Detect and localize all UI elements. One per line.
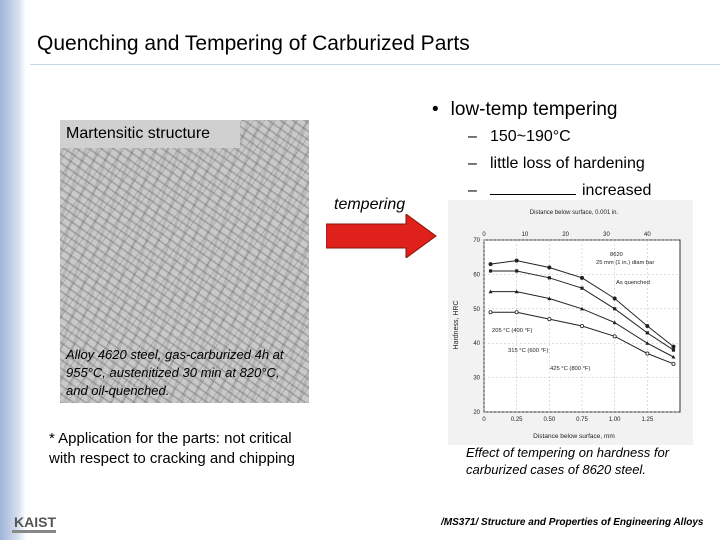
data-point <box>548 318 551 321</box>
data-point <box>515 311 518 314</box>
data-point <box>580 287 583 290</box>
data-point <box>548 276 551 279</box>
caption-line: Alloy 4620 steel, gas-carburized 4h at <box>66 347 284 362</box>
tempering-label: tempering <box>334 196 406 213</box>
series-label: As quenched <box>616 280 650 286</box>
top-tick-label: 0 <box>482 232 486 238</box>
caption-line: and oil-quenched. <box>66 383 170 398</box>
title-divider <box>30 64 720 65</box>
slide-title: Quenching and Tempering of Carburized Parts <box>37 32 470 55</box>
data-point <box>489 269 492 272</box>
data-point <box>672 345 675 348</box>
logo-underline <box>12 530 56 533</box>
y-tick-label: 50 <box>473 306 480 313</box>
data-point <box>489 311 492 314</box>
top-tick-label: 10 <box>521 232 529 238</box>
dash-icon: – <box>468 155 477 172</box>
bullet-dot-icon: • <box>432 99 439 120</box>
y-tick-label: 20 <box>473 410 480 416</box>
hardness-chart <box>448 200 693 445</box>
sub-bullet-text: 150~190°C <box>490 128 571 145</box>
dash-icon: – <box>468 182 477 199</box>
sub-bullet-text: increased <box>582 182 652 199</box>
bullet-main <box>432 99 618 121</box>
caption-line: 955°C, austenitized 30 min at 820°C, <box>66 365 280 380</box>
x-tick-label: 1.25 <box>641 417 654 423</box>
chart-annotation: 8620 <box>610 252 623 258</box>
kaist-logo: KAIST <box>14 514 56 530</box>
x-tick-label: 0.25 <box>510 417 523 423</box>
note-line: * Application for the parts: not critical <box>49 430 292 447</box>
series-label: 315 °C (600 °F) <box>508 348 549 354</box>
x-tick-label: 0.50 <box>543 417 556 423</box>
slide-side-band <box>0 0 26 540</box>
y-tick-label: 30 <box>473 375 480 382</box>
right-arrow-icon <box>326 214 438 258</box>
chart-annotation: 25 mm (1 in.) diam bar <box>596 260 655 266</box>
footer-course: /MS371/ Structure and Properties of Engineering Alloys <box>441 517 704 528</box>
data-point <box>515 269 518 272</box>
caption-line: Effect of tempering on hardness for <box>466 445 670 460</box>
data-point <box>613 297 616 300</box>
sub-bullet-1 <box>468 128 571 146</box>
data-point <box>613 307 616 310</box>
data-point <box>646 331 649 334</box>
data-point <box>580 276 583 279</box>
series-label: 425 °C (800 °F) <box>550 366 591 372</box>
dash-icon: – <box>468 128 477 145</box>
data-point <box>672 348 675 351</box>
data-point <box>515 259 518 262</box>
top-tick-label: 30 <box>603 232 610 238</box>
x-tick-label: 0 <box>482 417 486 423</box>
sub-bullet-text: little loss of hardening <box>490 155 645 172</box>
sub-bullet-2 <box>468 155 645 173</box>
data-point <box>548 266 551 269</box>
note-line: with respect to cracking and chipping <box>49 450 295 467</box>
series-label: 205 °C (400 °F) <box>492 328 533 334</box>
data-point <box>580 324 583 327</box>
top-tick-label: 20 <box>562 232 570 238</box>
y-tick-label: 40 <box>473 341 480 348</box>
data-point <box>489 262 492 265</box>
sub-bullet-3 <box>468 182 651 200</box>
micrograph-label: Martensitic structure <box>60 120 240 148</box>
data-point <box>613 335 616 338</box>
data-point <box>646 324 649 327</box>
fill-in-blank <box>490 182 576 195</box>
top-tick-label: 40 <box>643 232 651 238</box>
data-point <box>672 362 675 365</box>
y-tick-label: 70 <box>473 238 480 244</box>
application-note <box>49 429 295 469</box>
bullet-main-text: low-temp tempering <box>450 99 618 120</box>
data-point <box>646 352 649 355</box>
caption-line: carburized cases of 8620 steel. <box>466 462 646 477</box>
x-tick-label: 1.00 <box>608 417 621 423</box>
micrograph-caption <box>66 346 284 400</box>
chart-y-axis-title: Hardness, HRC <box>453 300 460 350</box>
chart-caption <box>466 444 669 478</box>
chart-x-axis-title: Distance below surface, mm <box>533 433 615 440</box>
chart-top-axis-title: Distance below surface, 0.001 in. <box>529 210 619 216</box>
x-tick-label: 0.75 <box>576 417 588 423</box>
y-tick-label: 60 <box>473 272 480 279</box>
